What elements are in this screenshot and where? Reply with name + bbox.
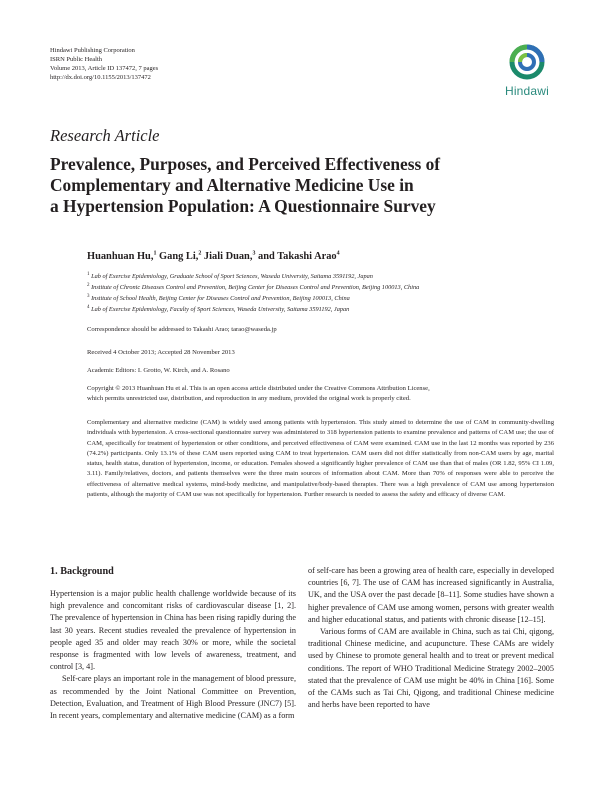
hindawi-logo-icon (507, 42, 547, 82)
doi-link[interactable]: http://dx.doi.org/10.1155/2013/137472 (50, 74, 151, 81)
copyright-line: Copyright © 2013 Huanhuan Hu et al. This is an open access article distributed under the Creative Commons Attribution License, (87, 385, 430, 392)
body-column-left (50, 565, 296, 722)
journal-name: ISRN Public Health (50, 56, 102, 63)
affiliation-text: Institute of Chronic Diseases Control and Prevention, Beijing Center for Diseases Control and Prevention, Beijing 100013, China (91, 284, 420, 292)
body-column-right (308, 565, 554, 711)
affiliation-item (87, 304, 567, 315)
affiliation-item (87, 271, 567, 282)
abstract: Complementary and alternative medicine (CAM) is widely used among patients with hypertension. This study aimed to determine the use of CAM in community-dwelling individuals with hypertension. A cross-sectional questionnaire survey was administered to 318 hypertension patients to examine prevalence and patterns of CAM use; the use of CAM, specifically for treatment of hypertension or other conditions, and perceived effectiveness of CAM were examined. CAM use in the last 12 months was reported by 236 (74.2%) participants. Only 13.1% of these CAM users reported using CAM to treat hypertension. CAM users did not differ statistically from non-CAM users by age, marital status, health status, duration of hypertension, income, or education. Females showed a significantly higher prevalence of CAM use than that of males (OR 1.82, 95% CI 1.09, 3.11). Family/relatives, doctors, and patients themselves were the three main sources of information about CAM. More than 70% of responses were able to perceive the effectiveness of alternative medical systems, mind-body medicine, and manipulative/body-based therapies. There was a high prevalence of CAM use among hypertension patients, although the majority of CAM use was not specifically for hypertension. Further research is needed to assess the safety and efficacy of diverse CAM. (87, 419, 554, 499)
publisher-name: Hindawi Publishing Corporation (50, 47, 135, 54)
academic-editors (87, 366, 567, 376)
volume-info: Volume 2013, Article ID 137472, 7 pages (50, 65, 159, 72)
hindawi-logo (497, 42, 557, 108)
affiliation-number: 3 (87, 294, 90, 300)
correspondence-text: Correspondence should be addressed to Takashi Arao; tarao@waseda.jp (87, 326, 277, 333)
author-affil-ref: 4 (336, 250, 340, 257)
publication-info (50, 46, 350, 82)
copyright-notice (87, 384, 567, 404)
copyright-line: which permits unrestricted use, distribution, and reproduction in any medium, provided the original work is properly cited. (87, 395, 411, 402)
affiliation-text: Institute of School Health, Beijing Center for Diseases Control and Prevention, Beijing 100013, China (91, 295, 350, 303)
author-name: Jiali Duan, (203, 251, 253, 262)
article-title (50, 154, 550, 217)
author-name: and Takashi Arao (258, 251, 337, 262)
editors-text: Academic Editors: I. Grotto, W. Kirch, and A. Rosano (87, 367, 230, 374)
affiliation-number: 1 (87, 271, 90, 277)
article-type: Research Article (50, 126, 160, 145)
correspondence (87, 325, 567, 335)
affiliation-item (87, 293, 567, 304)
affiliation-number: 2 (87, 283, 90, 288)
author-affil-ref: 1 (153, 250, 157, 257)
author-list (87, 251, 567, 262)
body-paragraph: Various forms of CAM are available in China, such as tai Chi, qigong, traditional Chinese medicine, and acupuncture. These CAMs are widely used by Chinese to promote general health and to treat or prevent medical conditions. The report of WHO Traditional Medicine Strategy 2002–2005 stated that the prevalence of CAM use might be 40% in China [16]. Some of the CAMs such as Tai Chi, Qigong, and traditional Chinese medicine and herbs have been reported to have (308, 627, 554, 710)
body-paragraph: of self-care has been a growing area of health care, especially in developed countries [6, 7]. The use of CAM has increased significantly in Australia, UK, and the USA over the past decade [8–11]. Some studies have shown a higher prevalence of CAM use among women, persons with greater wealth and higher educational status, and patients with chronic disease [12–15]. (308, 566, 554, 624)
body-paragraph: Self-care plays an important role in the management of blood pressure, as recommended by the Joint National Committee on Prevention, Detection, Evaluation, and Treatment of High Blood Pressure (JNC7) [5]. In recent years, complementary and alternative medicine (CAM) as a form (50, 674, 296, 721)
body-paragraph: Hypertension is a major public health challenge worldwide because of its high prevalence and concomitant risks of cardiovascular disease [1, 2]. The prevalence of hypertension in China has been rising rapidly during the last 30 years. Recent studies revealed the prevalence of hypertension in people aged 35 and older may reach 30% or more, while the societal response is fragmented with low levels of awareness, treatment, and control [3, 4]. (50, 589, 296, 672)
article-dates (87, 348, 567, 358)
title-line: a Hypertension Population: A Questionnaire Survey (50, 196, 436, 216)
author-name: Huanhuan Hu, (87, 251, 154, 262)
affiliation-number: 4 (87, 305, 90, 311)
affiliations (87, 271, 567, 315)
title-line: Complementary and Alternative Medicine Use in (50, 175, 414, 195)
logo-wordmark: Hindawi (504, 84, 550, 98)
dates-text: Received 4 October 2013; Accepted 28 November 2013 (87, 349, 235, 356)
affiliation-item (87, 282, 567, 293)
author-affil-ref: 3 (252, 250, 256, 257)
affiliation-text: Lab of Exercise Epidemiology, Faculty of Sport Sciences, Waseda University, Saitama 3591192, Japan (91, 306, 350, 314)
section-heading: 1. Background (50, 566, 114, 577)
author-affil-ref: 2 (198, 250, 202, 257)
title-line: Prevalence, Purposes, and Perceived Effectiveness of (50, 154, 441, 174)
author-name: Gang Li, (159, 251, 199, 262)
affiliation-text: Lab of Exercise Epidemiology, Graduate School of Sport Sciences, Waseda University, Saitama 3591192, Japan (91, 273, 373, 280)
